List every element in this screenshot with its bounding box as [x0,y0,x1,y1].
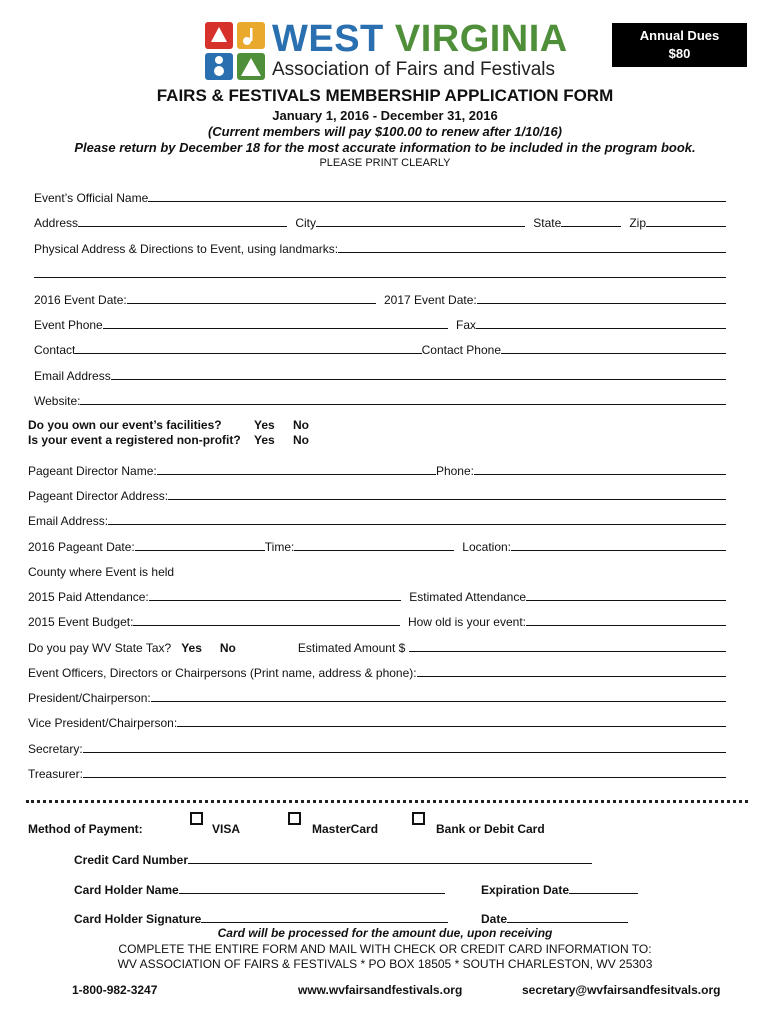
estimated-attendance-label: Estimated Attendance [409,590,526,604]
pageant-email-row [28,512,726,528]
event-name-field[interactable] [148,200,726,202]
event-phone-row [34,316,726,332]
state-field[interactable] [561,225,621,227]
state-tax-label: Do you pay WV State Tax? [28,641,172,655]
estimated-amount-field[interactable] [409,650,726,652]
event-date-2017-field[interactable] [477,302,726,304]
expiration-field[interactable] [569,892,638,894]
secretary-row [28,740,726,756]
pageant-email-field[interactable] [108,523,726,525]
contact-row [34,341,726,357]
bank-debit-label: Bank or Debit Card [436,822,545,836]
processed-note: Card will be processed for the amount due, upon receiving [217,926,553,940]
city-field[interactable] [316,225,525,227]
facilities-yes[interactable]: Yes [254,418,275,432]
physical-address-field[interactable] [338,251,726,253]
paid-attendance-field[interactable] [149,599,401,601]
pageant-address-row [28,487,726,503]
event-dates-row [34,291,726,307]
vice-president-label: Vice President/Chairperson: [28,716,178,730]
physical-address-row-2 [34,265,726,281]
state-tax-no[interactable]: No [219,641,236,655]
budget-row [28,613,726,629]
return-note: Please return by December 18 for the most accurate information to be included in the program book. [74,140,696,155]
expiration-row [481,881,638,897]
logo-subtitle: Association of Fairs and Festivals [272,59,556,80]
estimated-attendance-field[interactable] [526,599,726,601]
association-logo-icon [205,22,267,80]
mastercard-checkbox[interactable] [288,812,301,825]
email-address-field[interactable] [111,378,726,380]
card-number-field[interactable] [188,862,592,864]
contact-phone-label: Contact Phone [421,343,501,357]
footer-phone: 1-800-982-3247 [72,983,158,997]
president-field[interactable] [151,700,726,702]
pageant-director-row [28,462,726,478]
event-name-label: Event’s Official Name [34,191,149,205]
card-holder-signature-field[interactable] [201,921,448,923]
facilities-question [28,418,328,434]
address-row [34,214,726,230]
event-phone-label: Event Phone [34,318,103,332]
nonprofit-label: Is your event a registered non-profit? [28,433,241,447]
mail-instructions-line2: WV ASSOCIATION OF FAIRS & FESTIVALS * PO BOX 18505 * SOUTH CHARLESTON, WV 25303 [117,957,653,971]
pageant-date-label: 2016 Pageant Date: [28,540,135,554]
time-label: Time: [264,540,295,554]
president-label: President/Chairperson: [28,691,151,705]
officers-label: Event Officers, Directors or Chairpersons (Print name, address & phone): [28,666,417,680]
event-name-row [34,189,726,205]
card-holder-name-label: Card Holder Name [74,883,179,897]
mastercard-label: MasterCard [312,822,379,836]
card-holder-signature-label: Card Holder Signature [74,912,202,926]
membership-dates: January 1, 2016 - December 31, 2016 [272,108,498,123]
treasurer-row [28,765,726,781]
footer-email[interactable]: secretary@wvfairsandfesitvals.org [522,983,721,997]
nonprofit-yes[interactable]: Yes [254,433,275,447]
president-row [28,689,726,705]
vice-president-row [28,714,726,730]
contact-phone-field[interactable] [501,352,726,354]
county-row [28,563,726,579]
treasurer-label: Treasurer: [28,767,83,781]
state-tax-yes[interactable]: Yes [181,641,202,655]
mail-instructions-line1: COMPLETE THE ENTIRE FORM AND MAIL WITH CHECK OR CREDIT CARD INFORMATION TO: [118,942,652,956]
zip-label: Zip [629,216,646,230]
secretary-field[interactable] [83,751,726,753]
estimated-amount-label: Estimated Amount $ [297,641,406,655]
vice-president-field[interactable] [177,725,726,727]
visa-label: VISA [212,822,241,836]
section-divider [26,800,748,803]
event-date-2016-field[interactable] [127,302,376,304]
officers-field[interactable] [417,675,726,677]
dues-label: Annual Dues [639,28,720,43]
fax-field[interactable] [476,327,726,329]
city-label: City [295,216,316,230]
attendance-row [28,588,726,604]
form-title: FAIRS & FESTIVALS MEMBERSHIP APPLICATION FORM [156,86,614,105]
address-label: Address [34,216,79,230]
pageant-date-field[interactable] [135,549,265,551]
website-row [34,392,726,408]
pageant-phone-label: Phone: [435,464,474,478]
email-address-row [34,367,726,383]
facilities-no[interactable]: No [293,418,309,432]
dues-amount: $80 [668,46,691,61]
pageant-email-label: Email Address: [28,514,109,528]
pageant-director-name-field[interactable] [157,473,436,475]
time-field[interactable] [294,549,454,551]
address-field[interactable] [78,225,287,227]
annual-dues-box [612,23,747,67]
pageant-director-address-field[interactable] [168,498,726,500]
print-note: PLEASE PRINT CLEARLY [319,157,451,169]
website-field[interactable] [80,403,726,405]
pageant-director-name-label: Pageant Director Name: [28,464,157,478]
state-tax-row [28,639,726,655]
date-field[interactable] [507,921,628,923]
physical-address-label: Physical Address & Directions to Event, using landmarks: [34,242,339,256]
state-label: State [533,216,562,230]
fax-label: Fax [455,318,476,332]
pageant-director-address-label: Pageant Director Address: [28,489,169,503]
payment-method-label: Method of Payment: [28,822,143,836]
county-label: County where Event is held [28,565,175,579]
email-address-label: Email Address [34,369,111,383]
location-label: Location: [462,540,511,554]
facilities-label: Do you own our event’s facilities? [28,418,222,432]
pageant-phone-field[interactable] [474,473,726,475]
zip-field[interactable] [646,225,726,227]
card-holder-name-field[interactable] [179,892,445,894]
renew-note: (Current members will pay $100.00 to renew after 1/10/16) [207,124,563,139]
how-old-field[interactable] [526,624,726,626]
nonprofit-question [28,433,328,449]
card-holder-signature-row [74,910,448,926]
treasurer-field[interactable] [83,776,726,778]
contact-label: Contact [34,343,76,357]
footer-website[interactable]: www.wvfairsandfestivals.org [298,983,463,997]
physical-address-row [34,240,726,256]
how-old-label: How old is your event: [407,615,526,629]
bank-debit-checkbox[interactable] [412,812,425,825]
expiration-label: Expiration Date [481,883,570,897]
secretary-label: Secretary: [28,742,83,756]
card-number-row [74,851,592,867]
card-holder-name-row [74,881,445,897]
location-field[interactable] [511,549,726,551]
event-phone-field[interactable] [103,327,448,329]
physical-address-field-2[interactable] [34,276,726,278]
website-label: Website: [34,394,81,408]
event-budget-label: 2015 Event Budget: [28,615,134,629]
event-budget-field[interactable] [133,624,400,626]
date-label: Date [481,912,508,926]
officers-row [28,664,726,680]
visa-checkbox[interactable] [190,812,203,825]
event-date-2016-label: 2016 Event Date: [34,293,127,307]
logo-wordmark: WEST VIRGINIA [272,18,568,60]
paid-attendance-label: 2015 Paid Attendance: [28,590,149,604]
event-date-2017-label: 2017 Event Date: [384,293,477,307]
nonprofit-no[interactable]: No [293,433,309,447]
date-row [481,910,628,926]
pageant-date-row [28,538,726,554]
card-number-label: Credit Card Number [74,853,189,867]
contact-field[interactable] [75,352,421,354]
